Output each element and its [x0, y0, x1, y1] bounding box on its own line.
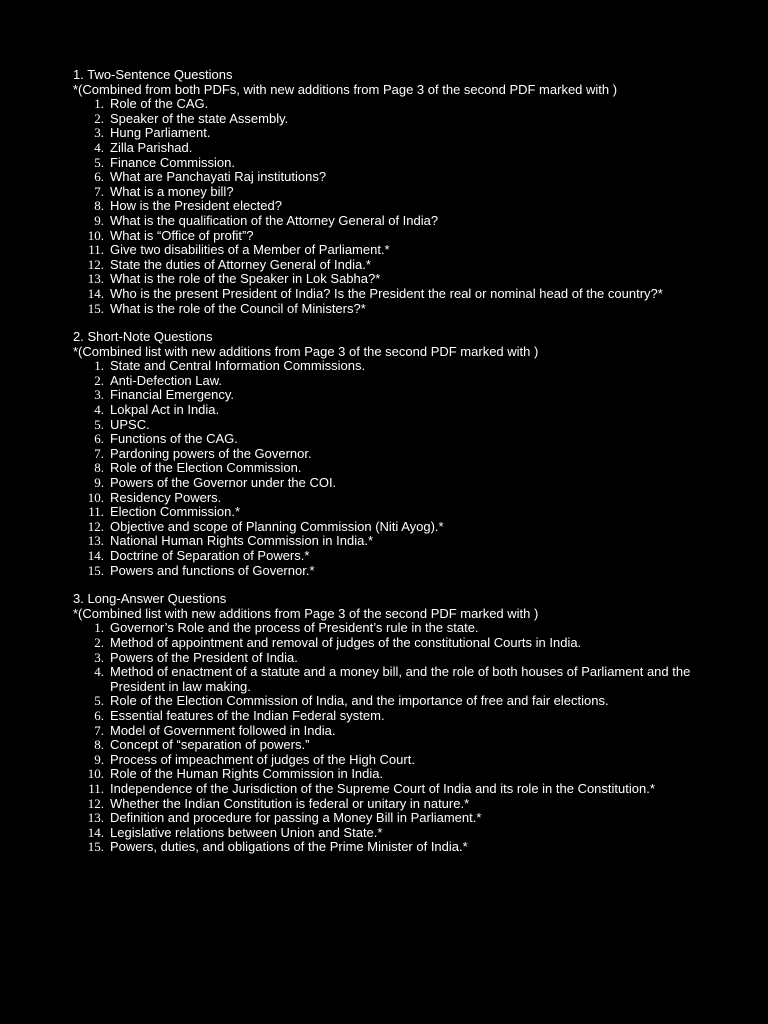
list-item-number: 14. — [87, 548, 104, 563]
list-item-number: 15. — [87, 562, 104, 578]
list-item — [73, 97, 693, 112]
list-item-text: Doctrine of Separation of Powers.* — [110, 548, 310, 563]
section-note: *(Combined list with new additions from Page 3 of the second PDF marked with ) — [73, 605, 539, 621]
list-item-number: 11. — [88, 242, 104, 258]
list-item-number: 1. — [94, 96, 104, 112]
list-item — [73, 388, 693, 403]
list-item-text: Role of the CAG. — [110, 96, 209, 112]
list-item — [73, 199, 693, 214]
list-item-number: 9. — [94, 475, 104, 491]
list-item-number: 8. — [94, 737, 104, 753]
list-item-text: Essential features of the Indian Federal system. — [110, 707, 385, 723]
section-two-sentence-questions — [73, 68, 693, 316]
list-item-text: Speaker of the state Assembly. — [110, 110, 289, 126]
question-list — [73, 621, 693, 855]
question-list — [73, 97, 693, 316]
list-item — [73, 272, 693, 287]
list-item-text: Model of Government followed in India. — [110, 722, 336, 738]
list-item-text: Definition and procedure for passing a Money Bill in Parliament.* — [110, 810, 482, 826]
list-item-text: What is the role of the Council of Ministers?* — [110, 300, 366, 316]
section-note: *(Combined list with new additions from Page 3 of the second PDF marked with ) — [73, 343, 539, 359]
list-item-text: What are Panchayati Raj institutions? — [110, 169, 327, 185]
list-item-text: Zilla Parishad. — [110, 139, 193, 155]
list-item-number: 3. — [94, 649, 104, 665]
list-item-text: Residency Powers. — [110, 489, 222, 505]
list-item — [73, 258, 693, 273]
list-item-text: Role of the Election Commission of India, and the importance of free and fair elections. — [110, 693, 609, 709]
list-item — [73, 651, 693, 666]
list-item-number: 12. — [87, 518, 104, 534]
list-item-number: 5. — [94, 416, 104, 432]
list-item-text: Whether the Indian Constitution is federal or unitary in nature.* — [110, 795, 470, 811]
list-item-number: 2. — [94, 110, 104, 126]
list-item — [73, 564, 693, 579]
list-item — [73, 840, 693, 855]
list-item-number: 1. — [94, 620, 104, 636]
section-title: 1. Two-Sentence Questions — [73, 67, 233, 82]
list-item — [73, 287, 693, 302]
list-item-text: Process of impeachment of judges of the High Court. — [110, 751, 415, 767]
list-item — [73, 359, 693, 374]
list-item — [73, 229, 693, 244]
list-item — [73, 694, 693, 709]
list-item-text: Concept of “separation of powers.” — [110, 737, 310, 753]
list-item-number: 9. — [94, 212, 104, 228]
list-item-text: Method of appointment and removal of judges of the constitutional Courts in India. — [110, 634, 582, 650]
list-item-number: 4. — [94, 402, 104, 418]
list-item — [73, 709, 693, 724]
section-short-note-questions — [73, 330, 693, 578]
list-item-text: Role of the Election Commission. — [110, 460, 302, 476]
list-item-text: Powers, duties, and obligations of the Prime Minister of India.* — [110, 839, 468, 855]
list-item-number: 5. — [94, 693, 104, 709]
list-item — [73, 418, 693, 433]
list-item — [73, 738, 693, 753]
list-item — [73, 724, 693, 739]
list-item — [73, 476, 693, 491]
list-item — [73, 534, 693, 549]
section-long-answer-questions — [73, 592, 693, 855]
list-item-number: 3. — [94, 387, 104, 403]
list-item-number: 10. — [87, 766, 104, 782]
list-item-number: 2. — [94, 372, 104, 388]
list-item-text: Financial Emergency. — [110, 387, 235, 403]
list-item-number: 15. — [87, 839, 104, 855]
list-item-number: 2. — [94, 634, 104, 650]
list-item-number: 11. — [88, 504, 104, 520]
question-list — [73, 359, 693, 578]
list-item — [73, 461, 693, 476]
list-item-text: What is the role of the Speaker in Lok Sabha?* — [110, 271, 381, 287]
list-item-number: 10. — [87, 227, 104, 243]
list-item-text: State and Central Information Commissions. — [110, 358, 366, 374]
section-title: 3. Long-Answer Questions — [73, 591, 227, 607]
list-item-text: What is a money bill? — [110, 183, 234, 199]
list-item-number: 5. — [94, 154, 104, 170]
list-item-text: What is “Office of profit”? — [110, 227, 254, 243]
list-item — [73, 185, 693, 200]
list-item-number: 7. — [94, 445, 104, 461]
list-item-number: 11. — [88, 780, 104, 796]
list-item-number: 9. — [94, 751, 104, 767]
list-item-text: Pardoning powers of the Governor. — [110, 445, 312, 461]
list-item — [73, 621, 693, 636]
list-item-text: How is the President elected? — [110, 198, 282, 214]
list-item-text: Hung Parliament. — [110, 125, 211, 141]
list-item-text: Governor’s Role and the process of President’s rule in the state. — [110, 620, 479, 636]
list-item — [73, 156, 693, 171]
list-item — [73, 112, 693, 127]
list-item-text: Anti-Defection Law. — [110, 372, 223, 388]
list-item — [73, 432, 693, 447]
list-item-text: Powers and functions of Governor.* — [110, 562, 315, 578]
list-item-number: 3. — [94, 125, 104, 141]
list-item-text: Powers of the President of India. — [110, 649, 298, 665]
list-item-number: 8. — [94, 198, 104, 214]
list-item-number: 15. — [87, 300, 104, 316]
list-item — [73, 214, 693, 229]
list-item-number: 6. — [94, 431, 104, 447]
list-item-text: Functions of the CAG. — [110, 431, 238, 447]
list-item — [73, 767, 693, 782]
list-item-number: 12. — [87, 795, 104, 811]
list-item-text: Method of enactment of a statute and a money bill, and the role of both houses of Parliament and the President in law making. — [110, 664, 691, 694]
list-item — [73, 636, 693, 651]
list-item — [73, 447, 693, 462]
list-item — [73, 302, 693, 317]
list-item — [73, 141, 693, 156]
list-item-text: Independence of the Jurisdiction of the Supreme Court of India and its role in the Constitution.* — [110, 780, 655, 796]
list-item-text: What is the qualification of the Attorney General of India? — [110, 212, 439, 228]
list-item-number: 7. — [94, 722, 104, 738]
list-item-text: UPSC. — [110, 416, 150, 432]
list-item-number: 4. — [94, 664, 104, 680]
list-item-text: Lokpal Act in India. — [110, 402, 220, 418]
section-note: *(Combined from both PDFs, with new additions from Page 3 of the second PDF marked with ) — [73, 81, 618, 97]
list-item — [73, 549, 693, 564]
document-body — [73, 68, 693, 869]
list-item — [73, 753, 693, 768]
list-item — [73, 374, 693, 389]
list-item-number: 1. — [94, 358, 104, 374]
list-item — [73, 126, 693, 141]
list-item — [73, 826, 693, 841]
list-item-text: Role of the Human Rights Commission in India. — [110, 766, 384, 782]
list-item-text: National Human Rights Commission in India.* — [110, 533, 374, 549]
list-item — [73, 520, 693, 535]
list-item-number: 12. — [87, 256, 104, 272]
section-title: 2. Short-Note Questions — [73, 329, 213, 345]
list-item-text: Finance Commission. — [110, 154, 235, 170]
list-item-number: 8. — [94, 460, 104, 476]
list-item — [73, 491, 693, 506]
list-item-text: State the duties of Attorney General of India.* — [110, 256, 371, 272]
list-item-number: 13. — [87, 533, 104, 549]
list-item — [73, 665, 693, 694]
list-item-text: Give two disabilities of a Member of Parliament.* — [110, 242, 390, 258]
list-item-number: 4. — [94, 139, 104, 155]
list-item — [73, 403, 693, 418]
list-item-number: 10. — [87, 489, 104, 505]
list-item-number: 7. — [94, 183, 104, 199]
list-item-text: Powers of the Governor under the COI. — [110, 475, 337, 491]
list-item — [73, 170, 693, 185]
list-item — [73, 243, 693, 258]
list-item — [73, 505, 693, 520]
list-item-number: 13. — [87, 271, 104, 287]
list-item-number: 13. — [87, 810, 104, 826]
list-item-text: Election Commission.* — [110, 504, 241, 520]
list-item-number: 14. — [87, 824, 104, 840]
list-item-number: 6. — [94, 169, 104, 185]
list-item-number: 6. — [94, 707, 104, 723]
list-item — [73, 811, 693, 826]
list-item-text: Objective and scope of Planning Commission (Niti Ayog).* — [110, 518, 444, 534]
list-item-text: Who is the present President of India? Is the President the real or nominal head of the country?* — [110, 285, 663, 301]
list-item-number: 14. — [87, 285, 104, 301]
list-item — [73, 797, 693, 812]
list-item-text: Legislative relations between Union and State.* — [110, 824, 383, 840]
list-item — [73, 782, 693, 797]
